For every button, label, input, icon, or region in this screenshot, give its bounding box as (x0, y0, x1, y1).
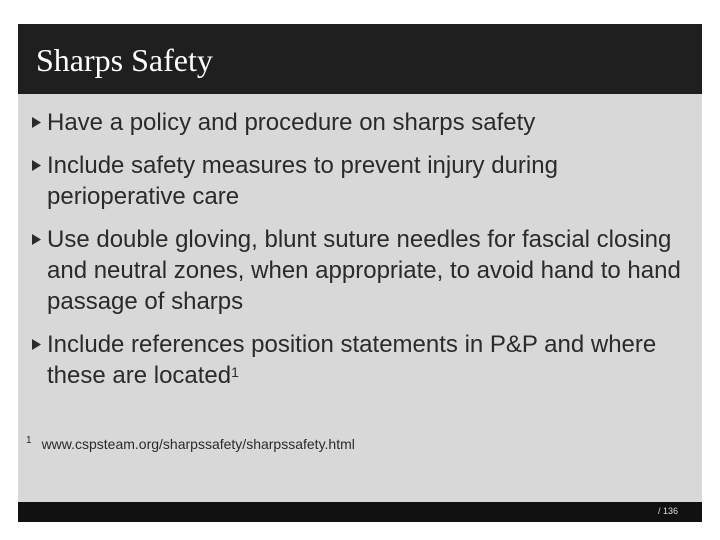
square-bullet-icon (32, 233, 41, 246)
square-bullet-icon (32, 159, 41, 172)
slide (18, 24, 702, 522)
footnote-url: www.cspsteam.org/sharpssafety/sharpssafety.html (41, 436, 355, 452)
bullet-list (32, 107, 692, 403)
bullet-text: Include safety measures to prevent injury during perioperative care (47, 152, 558, 210)
bullet-text: Have a policy and procedure on sharps safety (47, 109, 536, 136)
footer-bar (18, 502, 702, 522)
bullet-item (32, 329, 692, 391)
bullet-item (32, 107, 692, 138)
bullet-item (32, 150, 692, 212)
square-bullet-icon (32, 338, 41, 351)
bullet-item (32, 224, 692, 317)
bullet-text: Use double gloving, blunt suture needles for fascial closing and neutral zones, when appropriate, to avoid hand to hand passage of sharps (47, 226, 681, 315)
page-number: / 136 (657, 506, 678, 516)
footnote (26, 436, 355, 452)
footnote-reference: 1 (231, 364, 239, 380)
slide-title: Sharps Safety (36, 42, 213, 78)
bullet-text: Include references position statements in P&P and where these are located (47, 331, 657, 389)
title-bar (18, 24, 702, 94)
footnote-marker: 1 (26, 435, 32, 446)
square-bullet-icon (32, 116, 41, 129)
